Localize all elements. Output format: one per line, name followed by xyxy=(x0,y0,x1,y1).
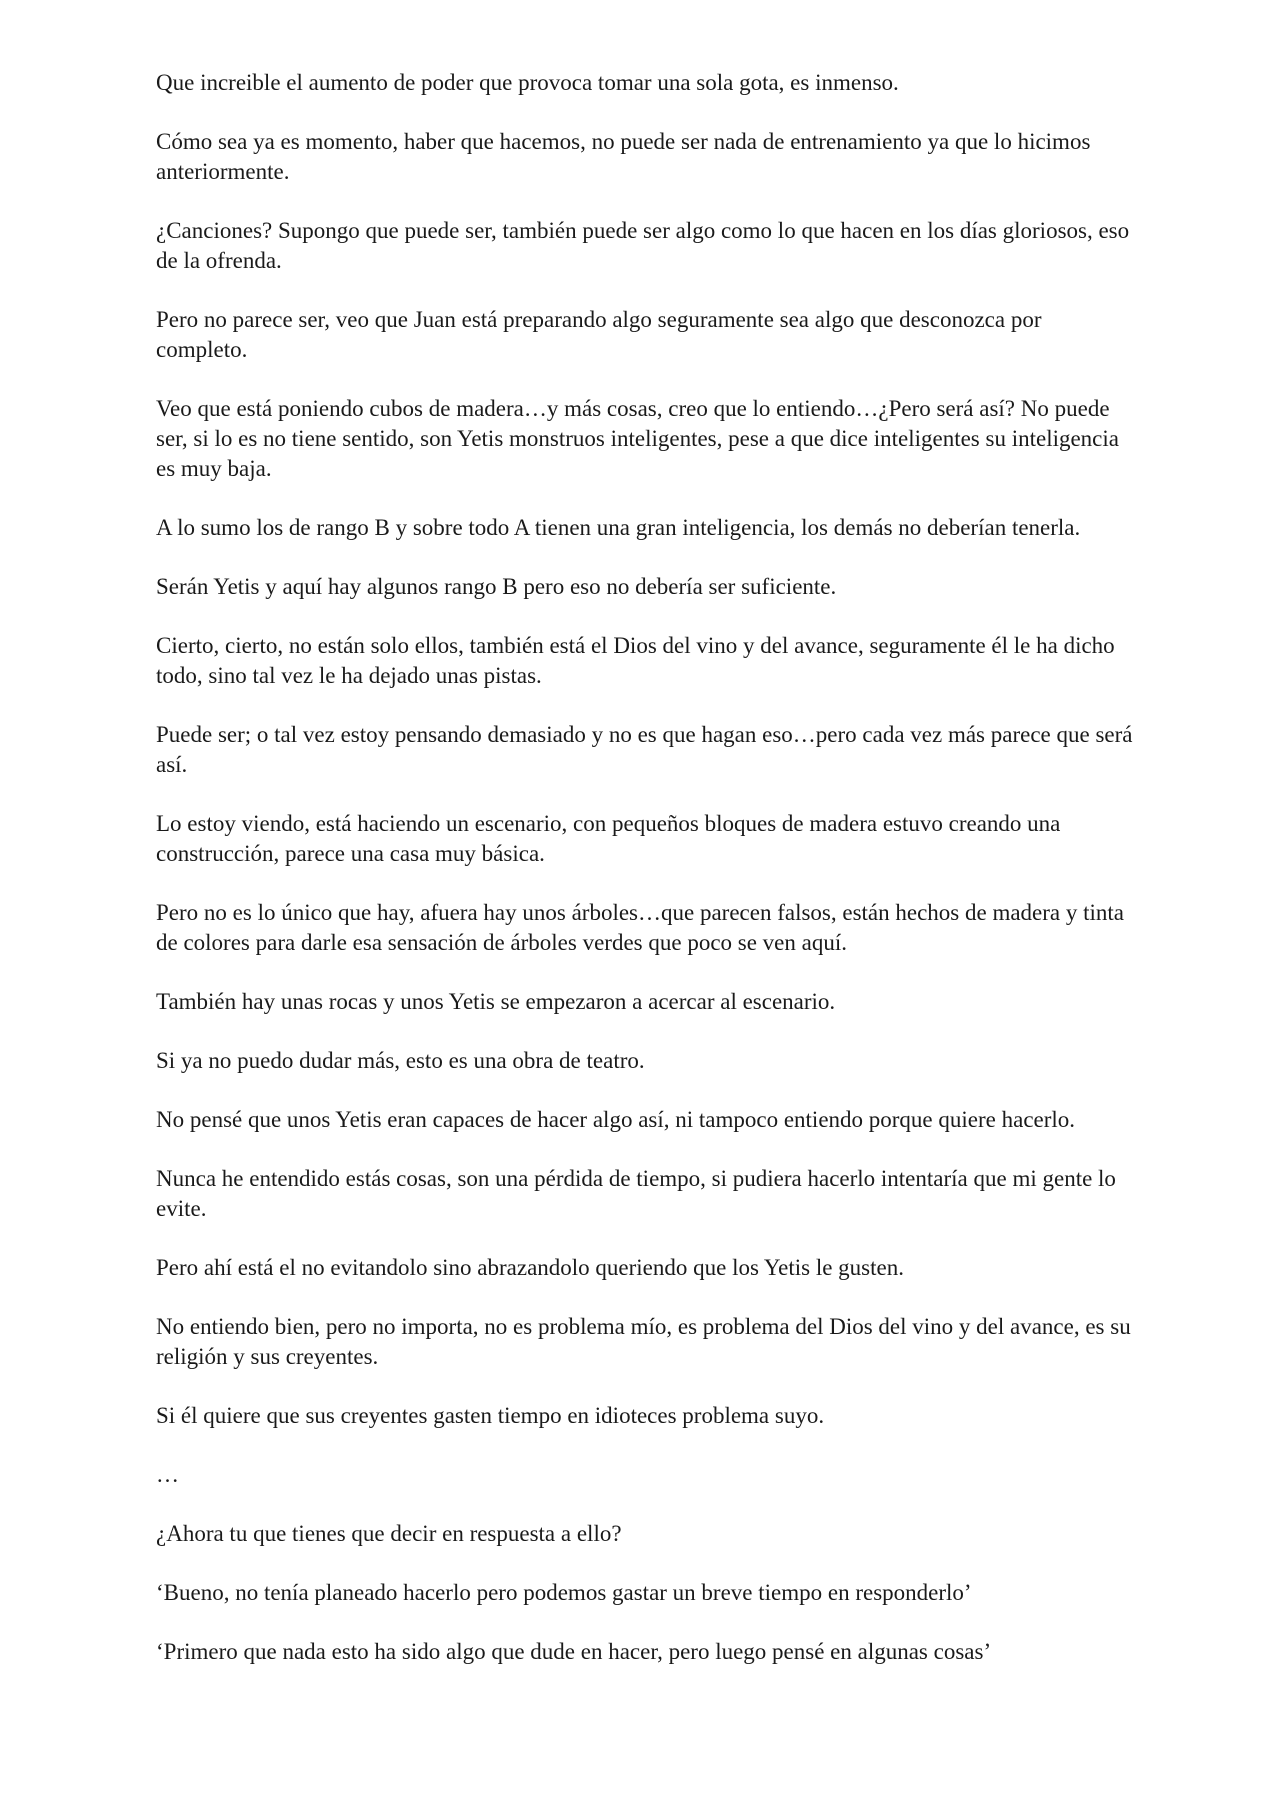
paragraph-2: Cómo sea ya es momento, haber que hacemos, no puede ser nada de entrenamiento ya que lo hicimos anteriormente. xyxy=(156,129,1091,184)
paragraph-20: ¿Ahora tu que tienes que decir en respuesta a ello? xyxy=(156,1521,622,1546)
paragraph-21: ‘Bueno, no tenía planeado hacerlo pero podemos gastar un breve tiempo en responderlo’ xyxy=(156,1580,972,1605)
paragraph-10: Lo estoy viendo, está haciendo un escenario, con pequeños bloques de madera estuvo creando una construcción, parece una casa muy básica. xyxy=(156,811,1061,866)
paragraph-17: No entiendo bien, pero no importa, no es problema mío, es problema del Dios del vino y del avance, es su religión y sus creyentes. xyxy=(156,1314,1131,1369)
paragraph-15: Nunca he entendido estás cosas, son una pérdida de tiempo, si pudiera hacerlo intentaría que mi gente lo evite. xyxy=(156,1166,1116,1221)
document-page xyxy=(156,68,1136,1696)
paragraph-18: Si él quiere que sus creyentes gasten tiempo en idioteces problema suyo. xyxy=(156,1403,825,1428)
paragraph-22: ‘Primero que nada esto ha sido algo que dude en hacer, pero luego pensé en algunas cosas’ xyxy=(156,1639,992,1664)
paragraph-1: Que increible el aumento de poder que provoca tomar una sola gota, es inmenso. xyxy=(156,70,899,95)
paragraph-6: A lo sumo los de rango B y sobre todo A tienen una gran inteligencia, los demás no deberían tenerla. xyxy=(156,515,1081,540)
paragraph-11: Pero no es lo único que hay, afuera hay unos árboles…que parecen falsos, están hechos de madera y tinta de colores para darle esa sensación de árboles verdes que poco se ven aquí. xyxy=(156,900,1124,955)
paragraph-3: ¿Canciones? Supongo que puede ser, también puede ser algo como lo que hacen en los días gloriosos, eso de la ofrenda. xyxy=(156,218,1130,273)
paragraph-8: Cierto, cierto, no están solo ellos, también está el Dios del vino y del avance, seguramente él le ha dicho todo, sino tal vez le ha dejado unas pistas. xyxy=(156,633,1115,688)
paragraph-12: También hay unas rocas y unos Yetis se empezaron a acercar al escenario. xyxy=(156,989,836,1014)
paragraph-4: Pero no parece ser, veo que Juan está preparando algo seguramente sea algo que desconozca por completo. xyxy=(156,307,1042,362)
paragraph-7: Serán Yetis y aquí hay algunos rango B pero eso no debería ser suficiente. xyxy=(156,574,837,599)
paragraph-16: Pero ahí está el no evitandolo sino abrazandolo queriendo que los Yetis le gusten. xyxy=(156,1255,904,1280)
paragraph-13: Si ya no puedo dudar más, esto es una obra de teatro. xyxy=(156,1048,645,1073)
paragraph-9: Puede ser; o tal vez estoy pensando demasiado y no es que hagan eso…pero cada vez más parece que será así. xyxy=(156,722,1133,777)
scene-break-ellipsis: … xyxy=(156,1462,179,1487)
paragraph-14: No pensé que unos Yetis eran capaces de hacer algo así, ni tampoco entiendo porque quiere hacerlo. xyxy=(156,1107,1076,1132)
paragraph-5: Veo que está poniendo cubos de madera…y más cosas, creo que lo entiendo…¿Pero será así? No puede ser, si lo es no tiene sentido, son Yetis monstruos inteligentes, pese a que dice inteligentes su inteligencia es muy baja. xyxy=(156,396,1119,481)
